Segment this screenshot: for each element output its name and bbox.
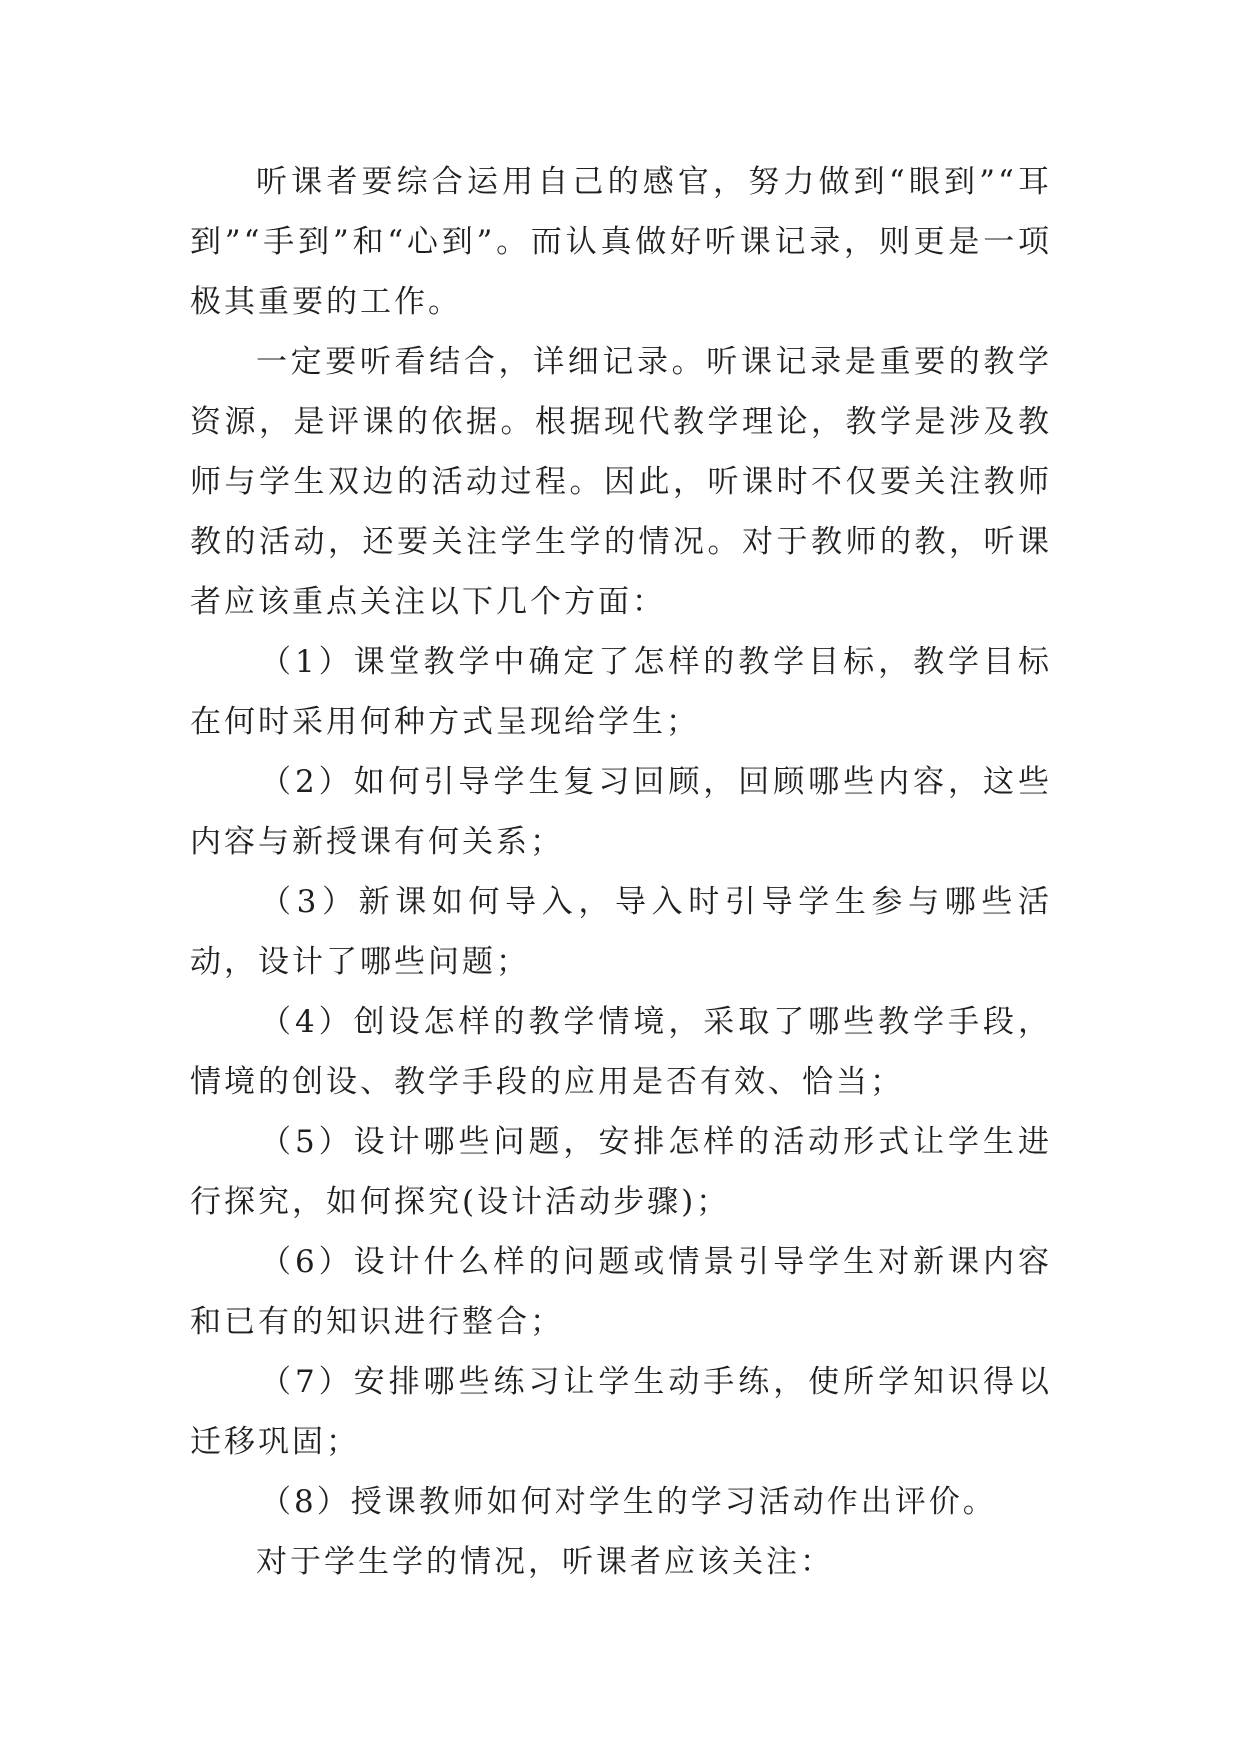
list-item-1: （1）课堂教学中确定了怎样的教学目标，教学目标在何时采用何种方式呈现给学生； — [190, 644, 1052, 740]
list-item-7: （7）安排哪些练习让学生动手练，使所学知识得以迁移巩固； — [190, 1364, 1052, 1460]
list-item-8: （8）授课教师如何对学生的学习活动作出评价。 — [260, 1484, 997, 1520]
list-item-2: （2）如何引导学生复习回顾，回顾哪些内容，这些内容与新授课有何关系； — [190, 764, 1052, 860]
paragraph-student-focus: 对于学生学的情况，听课者应该关注： — [256, 1544, 834, 1580]
paragraph-intro: 听课者要综合运用自己的感官，努力做到“眼到”“耳到”“手到”和“心到”。而认真做好听课记录，则更是一项极其重要的工作。 — [190, 164, 1052, 320]
paragraph-recording: 一定要听看结合，详细记录。听课记录是重要的教学资源，是评课的依据。根据现代教学理论，教学是涉及教师与学生双边的活动过程。因此，听课时不仅要关注教师教的活动，还要关注学生学的情况。对于教师的教，听课者应该重点关注以下几个方面： — [190, 344, 1052, 620]
list-item-4: （4）创设怎样的教学情境，采取了哪些教学手段，情境的创设、教学手段的应用是否有效、恰当； — [190, 1004, 1052, 1100]
list-item-6: （6）设计什么样的问题或情景引导学生对新课内容和已有的知识进行整合； — [190, 1244, 1052, 1340]
list-item-5: （5）设计哪些问题，安排怎样的活动形式让学生进行探究，如何探究(设计活动步骤)； — [190, 1124, 1052, 1220]
list-item-3: （3）新课如何导入，导入时引导学生参与哪些活动，设计了哪些问题； — [190, 884, 1052, 980]
document-body — [190, 152, 1052, 1592]
